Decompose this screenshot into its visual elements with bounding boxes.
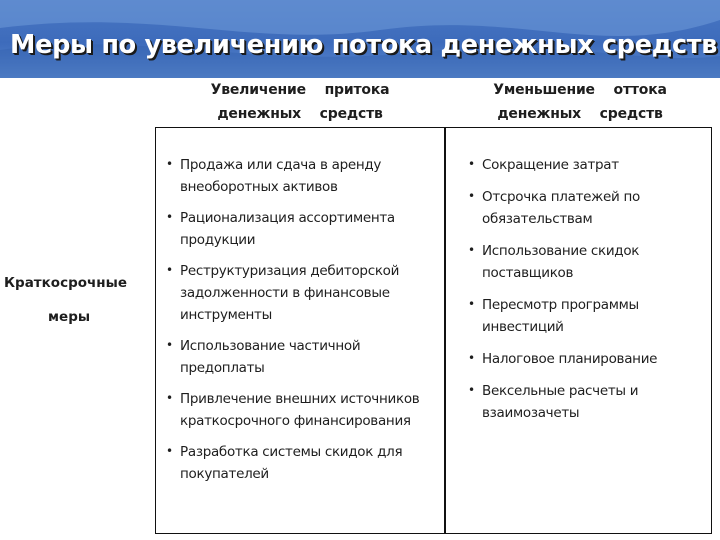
list-item: • Использование скидок поставщиков	[466, 240, 706, 284]
outflow-list	[466, 154, 706, 434]
list-item: • Рационализация ассортимента продукции	[164, 207, 434, 251]
column-header-inflow-line1: Увеличение притока	[210, 82, 390, 98]
inflow-list	[164, 154, 434, 494]
list-item: • Отсрочка платежей по обязательствам	[466, 186, 706, 230]
row-label-line1: Краткосрочные	[4, 275, 127, 291]
list-item: • Налоговое планирование	[466, 348, 706, 370]
list-item: • Реструктуризация дебиторской задолженности в финансовые инструменты	[164, 260, 434, 326]
list-item: • Использование частичной предоплаты	[164, 335, 434, 379]
column-header-outflow-line1: Уменьшение оттока	[493, 82, 667, 98]
list-item: • Сокращение затрат	[466, 154, 706, 176]
list-item: • Разработка системы скидок для покупателей	[164, 441, 434, 485]
list-item: • Вексельные расчеты и взаимозачеты	[466, 380, 706, 424]
title-banner	[0, 0, 720, 78]
column-header-outflow-line2: денежных средств	[497, 106, 663, 122]
column-header-inflow	[160, 78, 440, 126]
list-item: • Продажа или сдача в аренду внеоборотных активов	[164, 154, 434, 198]
row-label-short-term	[4, 266, 144, 334]
list-item: • Привлечение внешних источников краткосрочного финансирования	[164, 388, 434, 432]
slide-title: Меры по увеличению потока денежных средств	[10, 30, 718, 60]
column-header-inflow-line2: денежных средств	[217, 106, 383, 122]
column-divider	[444, 128, 446, 533]
list-item: • Пересмотр программы инвестиций	[466, 294, 706, 338]
row-label-line2: меры	[48, 309, 91, 325]
column-header-outflow	[445, 78, 715, 126]
